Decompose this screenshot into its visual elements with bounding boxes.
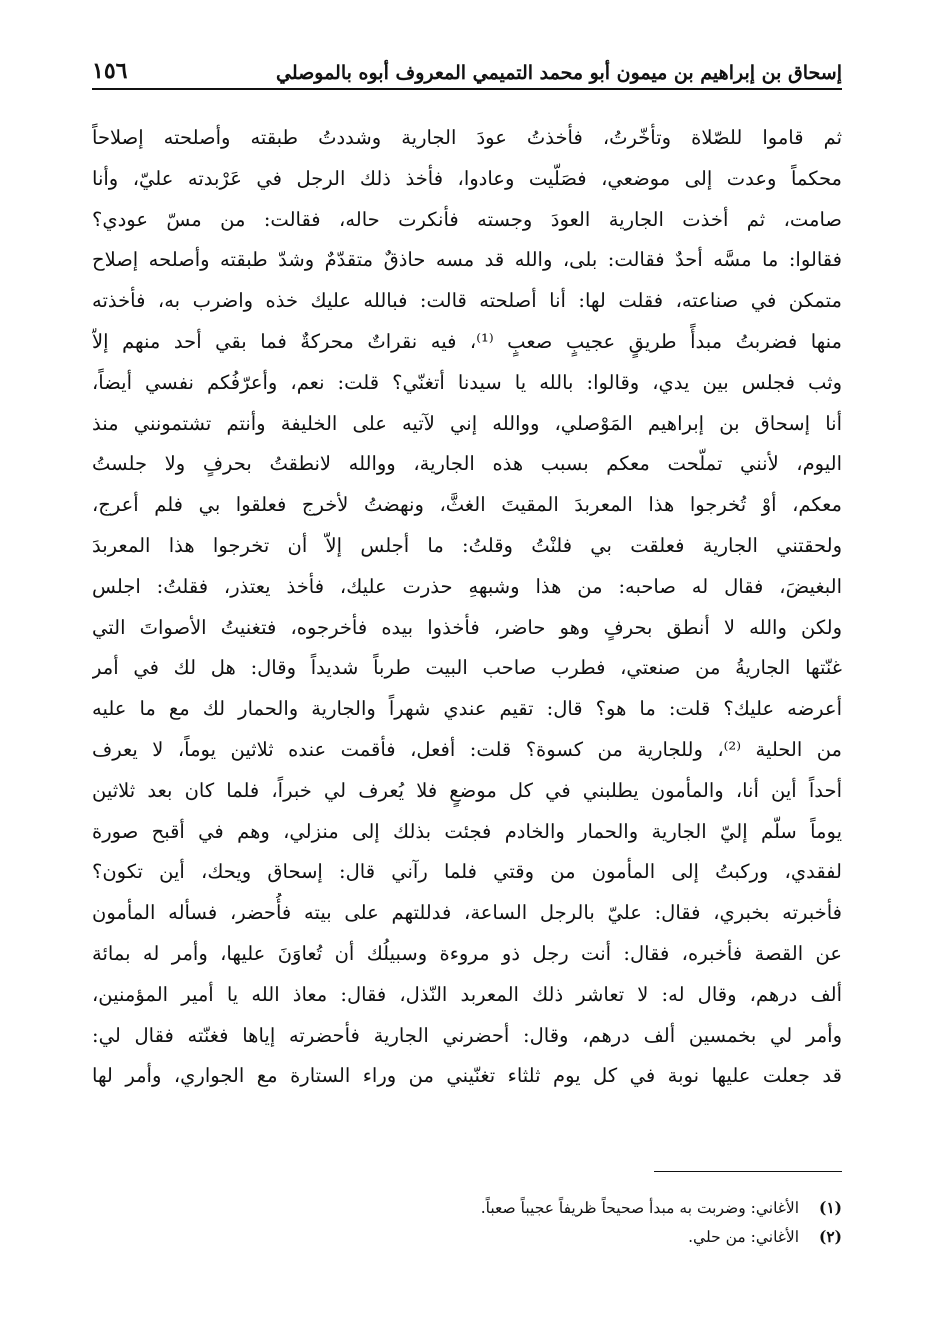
running-header <box>92 56 842 90</box>
footnote-text: الأغاني: من حلي. <box>688 1228 800 1246</box>
text-line: صامت، ثم أخذت الجارية العودَ وجسته فأنكرت حاله، فقالت: من مسّ عودي؟ <box>92 207 842 231</box>
text-line: متمكن في صناعته، فقلت لها: أنا أصلحته قالت: فبالله عليك خذه واضرب به، فأخذته <box>92 289 842 313</box>
footnote-text: الأغاني: وضربت به مبدأ صحيحاً ظريفاً عجيباً صعباً. <box>480 1199 800 1217</box>
text-line: البغيضَ، فقال له صاحبه: من هذا وشبههِ حذرت عليك، فأخذ يعتذر، فقلتُ: اجلس <box>92 574 842 598</box>
text-line: يوماً سلّم إليّ الجارية والحمار والخادم فجئت بذلك إلى منزلي، وهم في أقبح صورة <box>92 819 842 843</box>
text-line: غنّتها الجاريةُ من صنعتي، فطرب صاحب البيت طرباً شديداً وقال: هل لك في أمر <box>92 656 842 680</box>
text-line: قد جعلت عليها نوبة في كل يوم ثلثاء تغنّيني من وراء الستارة مع الجواري، وأمر لها <box>92 1064 842 1088</box>
text-line: ولكن والله لا أنطق بحرفٍ وهو حاضر، فأخذوا بيده فأخرجوه، فتغنيتُ الأصواتَ التي <box>92 615 842 639</box>
text-line: وثب فجلس بين يدي، وقالوا: بالله يا سيدنا أتغنّي؟ قلت: نعم، وأعرّفُكم نفسي أيضاً، <box>92 370 842 394</box>
footnote-marker: (٢) <box>818 1227 842 1246</box>
text-line: أنا إسحاق بن إبراهيم المَوْصلي، ووالله إني لآتيه على الخليفة وأنتم تشتمونني منذ <box>92 411 842 435</box>
text-line: فأخبرته بخبري، فقال: عليّ بالرجل الساعة، فدللتهم على بيته فأُحضر، فسأله المأمون <box>92 901 842 925</box>
text-line: ألف درهم، وقال له: لا تعاشر ذلك المعربد النّذل، فقال: معاذ الله يا أمير المؤمنين، <box>92 982 842 1006</box>
running-title: إسحاق بن إبراهيم بن ميمون أبو محمد التميمي المعروف أبوه بالموصلي <box>276 62 842 84</box>
text-line: اليوم، لأنني تملّحت معكم بسبب هذه الجارية، ووالله لانطقتُ بحرفٍ ولا جلستُ <box>92 452 842 476</box>
text-line: فقالوا: ما مسَّه أحدٌ فقالت: بلى، والله قد مسه حاذقٌ متقدّمٌ وشدّ طبقته وأصلحه إصلاح <box>92 248 842 272</box>
text-line: أحداً أين أنا، والمأمون يطلبني في كل موضعٍ فلا يُعرف لي خبراً، فلما كان بعد ثلاثين <box>92 778 842 802</box>
body-text <box>92 118 842 1097</box>
text-line: ولحقتني الجارية فعلقت بي فلنْتُ وقلتُ: ما أجلس إلاّ أن تخرجوا هذا المعربدَ <box>92 533 842 557</box>
text-line: من الحلية ⁽²⁾، وللجارية من كسوة؟ قلت: أفعل، فأقمت عنده ثلاثين يوماً، لا يعرف <box>92 737 842 761</box>
text-line: عن القصة فأخبره، فقال: أنت رجل ذو مروءة وسبيلُك أن تُعاوَنَ عليها، وأمر له بمائة <box>92 941 842 965</box>
footnotes <box>92 1193 842 1251</box>
text-line: ثم قاموا للصّلاة وتأخّرتُ، فأخذتُ عودَ الجارية وشددتُ طبقته وأصلحته إصلاحاً <box>92 126 842 149</box>
text-line: محكماً وعدت إلى موضعي، فصَلّيت وعادوا، فأخذ ذلك الرجل في عَرْبدته عليّ، وأنا <box>92 166 842 190</box>
text-line: معكم، أوْ تُخرجوا هذا المعربدَ المقيتَ الغثَّ، ونهضتُ لأخرج فعلقوا بي فلم أعرج، <box>92 493 842 517</box>
footnote-divider <box>654 1171 842 1172</box>
footnote-1 <box>92 1193 842 1222</box>
text-line: وأمر لي بخمسين ألف درهم، وقال: أحضرني الجارية فأحضرته إياها فغنّته فقال لي: <box>92 1023 842 1047</box>
text-line: منها فضربتُ مبدأً طريقٍ عجيبٍ صعبٍ ⁽¹⁾، فيه نقراتٌ محركةٌ فما بقي أحد منهم إلاّ <box>92 329 842 353</box>
footnote-marker: (١) <box>818 1198 842 1217</box>
text-line: لفقدي، وركبتُ إلى المأمون من وقتي فلما رآني قال: إسحاق ويحك، أين تكون؟ <box>92 860 842 884</box>
footnote-2 <box>92 1222 842 1251</box>
page-number: ١٥٦ <box>92 58 128 84</box>
text-line: أعرضه عليك؟ قلت: ما هو؟ قال: تقيم عندي شهراً والجارية والحمار لك مع ما عليه <box>92 697 842 721</box>
